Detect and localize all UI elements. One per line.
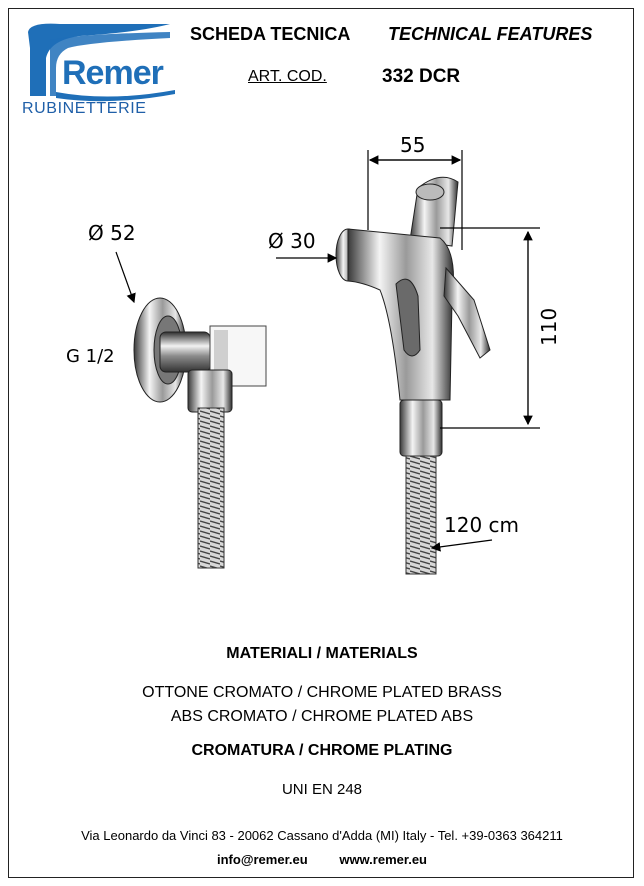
contacts	[0, 852, 644, 867]
article-code: 332 DCR	[382, 66, 461, 87]
company-address: Via Leonardo da Vinci 83 - 20062 Cassano d'Adda (MI) Italy - Tel. +39-0363 364211	[81, 828, 563, 843]
article-code-label: ART. COD.	[248, 68, 327, 85]
valve-diameter-label: Ø 52	[88, 221, 136, 245]
material-line: OTTONE CROMATO / CHROME PLATED BRASS	[142, 684, 502, 701]
material-line: ABS CROMATO / CHROME PLATED ABS	[170, 708, 474, 725]
plating-title: CROMATURA / CHROME PLATING	[191, 742, 453, 759]
title-english: TECHNICAL FEATURES	[388, 24, 593, 44]
height-label: 110	[537, 307, 561, 346]
angle-valve	[134, 298, 266, 568]
width-label: 55	[400, 133, 426, 157]
title-italian: SCHEDA TECNICA	[190, 24, 351, 44]
hose-length-label: 120 cm	[444, 513, 520, 537]
materials-title: MATERIALI / MATERIALS	[226, 645, 418, 662]
thread-label: G 1/2	[66, 346, 115, 367]
email-link[interactable]: info@remer.eu	[217, 852, 308, 867]
logo-text: Remer	[62, 54, 163, 92]
head-diameter-label: Ø 30	[268, 229, 316, 253]
plating-standard: UNI EN 248	[281, 781, 363, 798]
brand-subtitle: RUBINETTERIE	[22, 100, 147, 117]
website-link[interactable]: www.remer.eu	[339, 852, 427, 867]
